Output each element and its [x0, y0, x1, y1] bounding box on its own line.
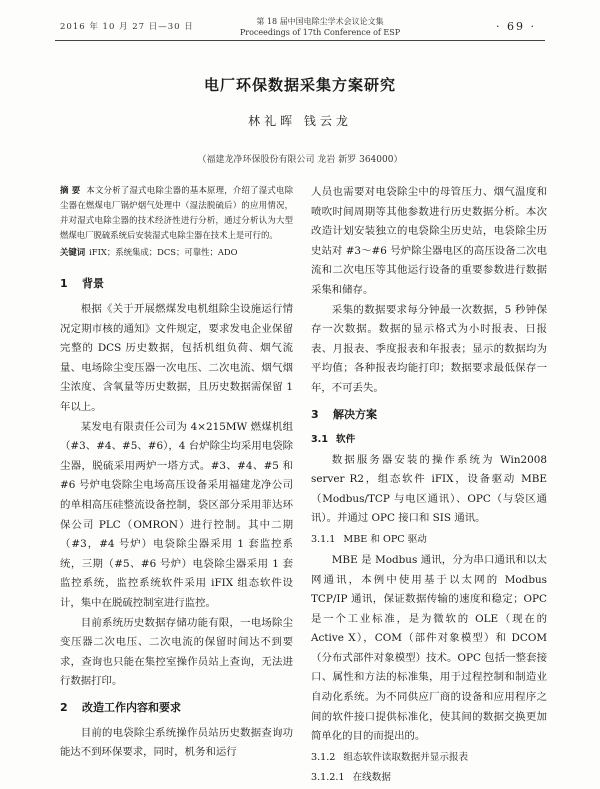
subsection-heading-online-data: [311, 769, 547, 787]
subsection-title: 在线数据: [352, 771, 391, 783]
paragraph: 某发电有限责任公司为 4×215MW 燃煤机组（#3、#4、#5、#6），4 台炉除尘均采用电袋除尘器，脱硫采用两炉一塔方式。#3、#4、#5 和 #6 号炉电袋除尘电场高压设备采用福建龙净公司的单相高压硅整流设备控制，袋区部分采用菲达环保公司 PLC（OMRON）进行控制。其中二期（#3，#4 号炉）电袋除尘器采用 1 套监控系统，三期（#5、#6 号炉）电袋除尘器采用 1 套监控系统，监控系统软件采用 iFIX 组态软件设计，集中在脱硫控制室进行监控。: [60, 420, 293, 609]
paragraph: 数据服务器安装的操作系统为 Win2008 server R2，组态软件 iFIX，设备驱动 MBE（Modbus/TCP 与电区通讯）、OPC（与袋区通讯）。并通过 OPC 接口和 SIS 通讯。: [311, 453, 547, 525]
keywords-label: 关键词: [60, 247, 86, 257]
paragraph: 采集的数据要求每分钟最一次数据，5 秒钟保存一次数据。数据的显示格式为小时报表、日报表、月报表、季度报表和年报表；显示的数据均为平均值；各种报表均能打印；数据要求最低保存一年，不可丢失。: [311, 303, 547, 394]
keywords-text: iFIX；系统集成；DCS；可靠性；ADO: [89, 247, 238, 257]
paper-title: 电厂环保数据采集方案研究: [203, 76, 396, 94]
section-number: 2: [60, 700, 68, 714]
right-column: [311, 183, 547, 789]
header-conference: [220, 16, 420, 38]
header-conference-cn: 第 18 届中国电除尘学术会议论文集: [256, 17, 384, 26]
subsection-heading-software: [311, 431, 547, 449]
paragraph: 根据《关于开展燃煤发电机组除尘设施运行情况定期市核的通知》文件规定，要求发电企业保留完整的 DCS 历史数据，包括机组负荷、烟气流量、电场除尘变压器一次电压、二次电流、烟气烟尘浓度、含氧量等历史数据，且历史数据需保留 1 年以上。: [60, 303, 293, 413]
abstract-text: 本文分析了湿式电除尘器的基本原理，介绍了湿式电除尘器在燃煤电厂锅炉烟气处理中（湿法脱硫后）的应用情况，并对湿式电除尘器的技术经济性进行分析，通过分析认为大型燃煤电厂脱硫系统后安装湿式电除尘器在技术上是可行的。: [60, 185, 294, 240]
paragraph: 目前系统历史数据存储功能有限，一电场除尘变压器二次电压、二次电流的保留时间达不到要求，查询也只能在集控室操作员站上查询，无法进行数据打印。: [60, 616, 293, 688]
subsection-number: 3.1.2.1: [311, 771, 345, 783]
paragraph: MBE 是 Modbus 通讯，分为串口通讯和以太网通讯，本例中使用基于以太网的 Modbus TCP/IP 通讯，保证数据传输的速度和稳定；OPC 是一个工业标准，是为微软的 OLE（现在的 Active X），COM（部件对象模型）和 DCOM（分布式部件对象模型）技术。OPC 包括一整套接口、属性和方法的标准集，用于过程控制和制造业自动化系统。为不同供应厂商的设备和应用程序之间的软件接口提供标准化，使其间的数据交换更加简单化的目的而提出的。: [311, 553, 547, 743]
section-heading-solution: [311, 405, 547, 425]
subsection-heading-config-software: [311, 749, 547, 767]
paragraph: 目前的电袋除尘系统操作员站历史数据查询功能达不到环保要求，同时，机务和运行: [60, 726, 293, 759]
subsection-number: 3.1.2: [311, 751, 336, 763]
page-number: · 69 ·: [496, 20, 536, 33]
subsection-number: 3.1.1: [311, 533, 336, 545]
section-heading-background: [60, 274, 293, 294]
abstract: [60, 183, 293, 243]
paragraph: 人员也需要对电袋除尘中的母管压力、烟气温度和喷吹时间周期等其他参数进行历史数据分析。本次改造计划安装独立的电袋除尘历史站，电袋除尘历史站对 #3～#6 号炉除尘器电区的高压设备二次电流和二次电压等其他运行设备的重要参数进行数据采集和储存。: [311, 186, 547, 296]
section-title: 改造工作内容和要求: [82, 700, 181, 714]
abstract-label: 摘 要: [60, 185, 81, 195]
header-divider: [55, 40, 545, 41]
subsection-title: 软件: [336, 433, 356, 445]
subsection-title: MBE 和 OPC 驱动: [343, 533, 427, 545]
section-number: 3: [311, 407, 319, 421]
author-affiliation: （福建龙净环保股份有限公司 龙岩 新罗 364000）: [197, 155, 403, 165]
paper-authors: 林礼晖 钱云龙: [248, 114, 352, 128]
subsection-heading-mbe-opc: [311, 531, 547, 549]
section-title: 背景: [82, 277, 104, 290]
section-title: 解决方案: [333, 407, 377, 421]
header-conference-en: Proceedings of 17th Conference of ESP: [239, 28, 401, 37]
left-column: [60, 183, 293, 763]
header-date: 2016 年 10 月 27 日—30 日: [60, 22, 194, 32]
section-heading-requirements: [60, 698, 293, 718]
section-number: 1: [60, 277, 68, 290]
subsection-number: 3.1: [311, 433, 328, 445]
subsection-title: 组态软件读取数据并显示报表: [343, 751, 469, 763]
keywords: [60, 245, 293, 260]
